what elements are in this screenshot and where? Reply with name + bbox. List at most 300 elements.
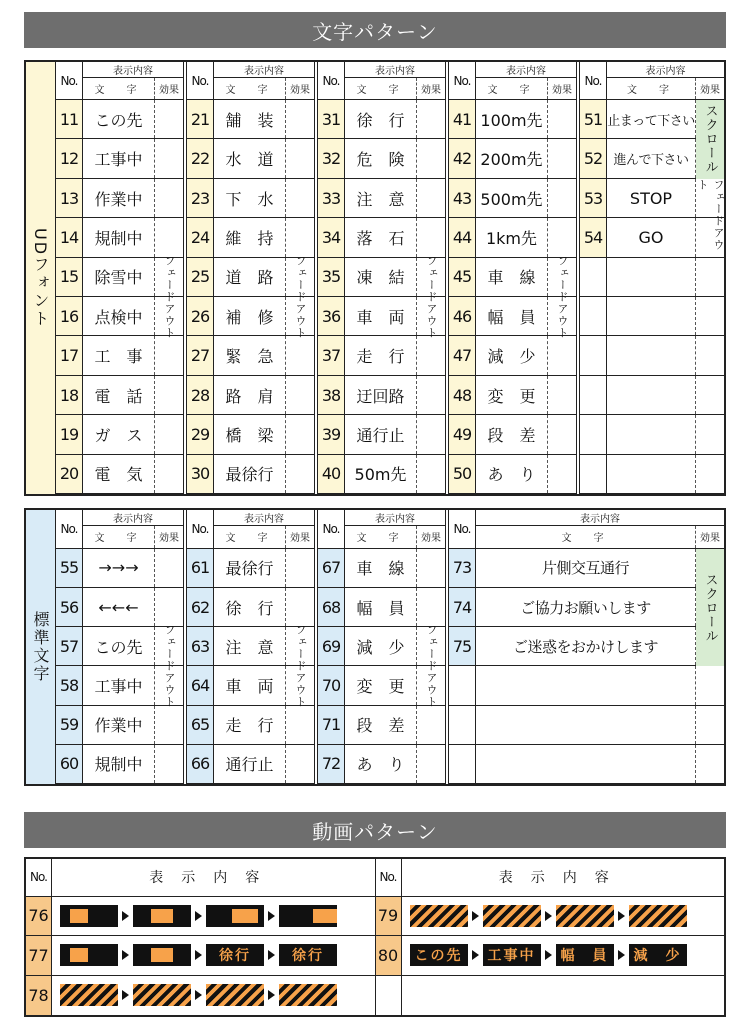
pattern-number: 69 <box>318 627 345 665</box>
pattern-row <box>449 706 724 745</box>
header-right <box>607 62 724 99</box>
header-effect: 効果 <box>421 85 441 97</box>
header-effect: 効果 <box>290 85 310 97</box>
video-frame <box>60 905 118 927</box>
pattern-number: 31 <box>318 100 345 138</box>
pattern-number: 60 <box>56 745 83 783</box>
pattern-text: 100m先 <box>476 100 548 138</box>
video-frames <box>52 897 375 936</box>
pattern-text: 減 少 <box>345 627 417 665</box>
video-frame <box>410 905 468 927</box>
pattern-number: 49 <box>449 415 476 453</box>
pattern-number: 61 <box>187 549 214 587</box>
pattern-group <box>187 62 318 494</box>
arrow-right-icon <box>195 990 202 1000</box>
video-frame: 工事中 <box>483 944 541 966</box>
pattern-text: 徐 行 <box>214 588 286 626</box>
arrow-right-icon <box>122 950 129 960</box>
pattern-text: 減 少 <box>476 336 548 374</box>
pattern-number: 42 <box>449 139 476 177</box>
header-sub <box>214 78 314 99</box>
header-moji: 文 字 <box>214 78 286 99</box>
pattern-text: 点検中 <box>83 297 155 335</box>
pattern-text: 舗 装 <box>214 100 286 138</box>
pattern-number: 22 <box>187 139 214 177</box>
video-frame <box>133 905 191 927</box>
pattern-number: 74 <box>449 588 476 626</box>
video-header-no: No. <box>26 859 52 896</box>
pattern-number: 62 <box>187 588 214 626</box>
pattern-text: 落 石 <box>345 218 417 256</box>
ud-font-side-label: UDフォント <box>26 62 56 494</box>
header-display: 表示内容 <box>214 510 314 526</box>
video-row <box>26 897 375 937</box>
pattern-row <box>580 376 724 415</box>
pattern-number: 16 <box>56 297 83 335</box>
pattern-number: 64 <box>187 666 214 704</box>
arrow-right-icon <box>268 950 275 960</box>
pattern-text: 下 水 <box>214 179 286 217</box>
video-frame <box>279 984 337 1006</box>
header-sub <box>345 78 445 99</box>
column-header <box>187 62 314 100</box>
pattern-rows <box>56 549 183 784</box>
pattern-text: ご迷惑をおかけします <box>476 627 696 665</box>
header-no: No. <box>187 510 214 548</box>
pattern-number: 44 <box>449 218 476 256</box>
header-display: 表示内容 <box>476 62 576 78</box>
pattern-number: 29 <box>187 415 214 453</box>
effect-label: スクロール <box>696 549 724 667</box>
pattern-text: 進んで下さい <box>607 139 696 177</box>
pattern-text: 注 意 <box>214 627 286 665</box>
pattern-text <box>476 666 696 704</box>
video-frame <box>483 905 541 927</box>
pattern-number: 66 <box>187 745 214 783</box>
pattern-text: 変 更 <box>476 376 548 414</box>
effect-cell <box>696 666 724 704</box>
pattern-number: 52 <box>580 139 607 177</box>
video-frame: 徐行 <box>206 944 264 966</box>
pattern-number: 57 <box>56 627 83 665</box>
pattern-text: 規制中 <box>83 745 155 783</box>
header-right <box>345 62 445 99</box>
effect-label: フェードアウト <box>425 255 438 340</box>
header-display: 表示内容 <box>214 62 314 78</box>
arrow-right-icon <box>195 950 202 960</box>
pattern-rows <box>56 100 183 494</box>
column-header <box>318 62 445 100</box>
pattern-rows <box>580 100 724 494</box>
pattern-text: ガ ス <box>83 415 155 453</box>
pattern-number <box>580 297 607 335</box>
video-frames <box>402 897 725 936</box>
video-number: 78 <box>26 976 52 1015</box>
video-row <box>26 936 375 976</box>
text-pattern-title: 文字パターン <box>312 19 438 44</box>
arrow-right-icon <box>618 950 625 960</box>
pattern-number: 32 <box>318 139 345 177</box>
pattern-number: 46 <box>449 297 476 335</box>
header-moji: 文 字 <box>83 78 155 99</box>
video-frame: 幅 員 <box>556 944 614 966</box>
effect-cell <box>696 376 724 414</box>
header-right <box>83 510 183 548</box>
pattern-row <box>449 666 724 705</box>
pattern-number: 59 <box>56 706 83 744</box>
pattern-group <box>187 510 318 784</box>
pattern-number: 48 <box>449 376 476 414</box>
pattern-group <box>449 62 580 494</box>
header-moji: 文 字 <box>214 526 286 548</box>
pattern-text: 迂回路 <box>345 376 417 414</box>
header-effect: 効果 <box>159 85 179 97</box>
pattern-text: ご協力お願いします <box>476 588 696 626</box>
header-sub <box>476 78 576 99</box>
header-right <box>214 62 314 99</box>
header-no: No. <box>318 510 345 548</box>
pattern-number: 17 <box>56 336 83 374</box>
video-number <box>376 976 402 1015</box>
pattern-number <box>449 745 476 783</box>
column-header <box>580 62 724 100</box>
pattern-number: 71 <box>318 706 345 744</box>
video-frame <box>279 905 337 927</box>
header-display: 表示内容 <box>607 62 724 78</box>
pattern-number: 75 <box>449 627 476 665</box>
video-frames <box>52 976 375 1015</box>
arrow-right-icon <box>472 950 479 960</box>
pattern-text: 工 事 <box>83 336 155 374</box>
pattern-text: 危 険 <box>345 139 417 177</box>
pattern-number: 23 <box>187 179 214 217</box>
effect-fade-label: フェードアウト <box>696 178 725 251</box>
video-frame: この先 <box>410 944 468 966</box>
effect-cell <box>696 336 724 374</box>
pattern-text: 車 線 <box>476 258 548 296</box>
header-moji: 文 字 <box>83 526 155 548</box>
pattern-text: 幅 員 <box>345 588 417 626</box>
video-frame <box>133 984 191 1006</box>
arrow-right-icon <box>545 911 552 921</box>
column-header <box>449 62 576 100</box>
pattern-text: 車 両 <box>214 666 286 704</box>
pattern-text <box>607 415 696 453</box>
pattern-number <box>449 706 476 744</box>
header-sub <box>214 526 314 548</box>
pattern-text <box>476 706 696 744</box>
video-header <box>376 859 725 897</box>
header-no: No. <box>449 510 476 548</box>
effect-label: フェードアウト <box>294 624 307 709</box>
pattern-rows <box>187 549 314 784</box>
pattern-text: STOP <box>607 179 696 217</box>
pattern-number <box>580 455 607 493</box>
video-pattern-banner <box>24 812 726 848</box>
header-no: No. <box>318 62 345 99</box>
pattern-number: 41 <box>449 100 476 138</box>
pattern-number: 63 <box>187 627 214 665</box>
pattern-number <box>580 376 607 414</box>
text-pattern-banner <box>24 12 726 48</box>
header-moji: 文 字 <box>345 526 417 548</box>
pattern-number: 19 <box>56 415 83 453</box>
pattern-text: あ り <box>345 745 417 783</box>
video-number: 79 <box>376 897 402 936</box>
video-frame <box>60 984 118 1006</box>
pattern-text: 車 両 <box>345 297 417 335</box>
pattern-text: 段 差 <box>345 706 417 744</box>
header-sub <box>607 78 724 99</box>
pattern-text: 維 持 <box>214 218 286 256</box>
video-frames <box>52 936 375 975</box>
pattern-text: 車 線 <box>345 549 417 587</box>
arrow-right-icon <box>268 911 275 921</box>
pattern-text: 作業中 <box>83 179 155 217</box>
arrow-right-icon <box>122 990 129 1000</box>
pattern-number: 35 <box>318 258 345 296</box>
pattern-number: 30 <box>187 455 214 493</box>
pattern-text: 止まって下さい <box>607 100 696 138</box>
header-moji: 文 字 <box>607 78 696 99</box>
header-effect: 効果 <box>290 533 310 545</box>
pattern-text: 水 道 <box>214 139 286 177</box>
header-effect: 効果 <box>159 533 179 545</box>
video-header-display: 表示内容 <box>149 870 278 887</box>
pattern-text: この先 <box>83 627 155 665</box>
pattern-number: 15 <box>56 258 83 296</box>
effect-cell <box>696 297 724 335</box>
pattern-number: 56 <box>56 588 83 626</box>
header-sub <box>476 526 724 548</box>
video-frame <box>629 905 687 927</box>
pattern-text: 段 差 <box>476 415 548 453</box>
column-header <box>56 62 183 100</box>
video-pattern-title: 動画パターン <box>312 819 438 844</box>
pattern-row <box>580 415 724 454</box>
header-right <box>345 510 445 548</box>
pattern-number <box>449 666 476 704</box>
pattern-number: 33 <box>318 179 345 217</box>
column-header <box>449 510 724 549</box>
ud-font-table <box>24 60 726 496</box>
pattern-row <box>449 588 724 627</box>
pattern-text: 500m先 <box>476 179 548 217</box>
video-frame <box>206 984 264 1006</box>
video-left-column <box>26 859 376 1015</box>
header-right <box>476 510 724 548</box>
effect-cell <box>696 455 724 493</box>
header-effect: 効果 <box>700 533 720 545</box>
header-moji: 文 字 <box>345 78 417 99</box>
pattern-text: 作業中 <box>83 706 155 744</box>
pattern-number: 27 <box>187 336 214 374</box>
header-effect: 効果 <box>421 533 441 545</box>
pattern-text: 50m先 <box>345 455 417 493</box>
pattern-number: 12 <box>56 139 83 177</box>
pattern-text: あ り <box>476 455 548 493</box>
video-frame <box>556 905 614 927</box>
pattern-number: 68 <box>318 588 345 626</box>
header-no: No. <box>449 62 476 99</box>
pattern-group <box>56 510 187 784</box>
pattern-number: 47 <box>449 336 476 374</box>
header-display: 表示内容 <box>83 62 183 78</box>
pattern-text: 通行止 <box>345 415 417 453</box>
effect-cell <box>696 258 724 296</box>
pattern-number: 28 <box>187 376 214 414</box>
effect-label: フェードアウト <box>556 255 569 340</box>
pattern-text: 通行止 <box>214 745 286 783</box>
video-frame: 徐行 <box>279 944 337 966</box>
video-frame <box>133 944 191 966</box>
header-right <box>476 62 576 99</box>
pattern-text: この先 <box>83 100 155 138</box>
video-number: 80 <box>376 936 402 975</box>
pattern-number: 53 <box>580 179 607 217</box>
pattern-text: 200m先 <box>476 139 548 177</box>
pattern-row <box>449 549 724 588</box>
effect-cell <box>696 706 724 744</box>
header-display: 表示内容 <box>83 510 183 526</box>
column-header <box>56 510 183 549</box>
video-number: 76 <box>26 897 52 936</box>
effect-label: フェードアウト <box>425 624 438 709</box>
video-frame: 減 少 <box>629 944 687 966</box>
header-moji: 文 字 <box>476 526 696 548</box>
pattern-group <box>449 510 724 784</box>
effect-label: フェードアウト <box>163 255 176 340</box>
pattern-number: 40 <box>318 455 345 493</box>
pattern-text: 電 気 <box>83 455 155 493</box>
header-sub <box>83 526 183 548</box>
pattern-text: 注 意 <box>345 179 417 217</box>
pattern-text: 走 行 <box>345 336 417 374</box>
pattern-text: 最徐行 <box>214 455 286 493</box>
pattern-text <box>607 297 696 335</box>
pattern-number: 45 <box>449 258 476 296</box>
pattern-text: 変 更 <box>345 666 417 704</box>
column-header <box>187 510 314 549</box>
pattern-number: 36 <box>318 297 345 335</box>
pattern-text: 走 行 <box>214 706 286 744</box>
pattern-number: 37 <box>318 336 345 374</box>
pattern-text <box>607 258 696 296</box>
pattern-number: 13 <box>56 179 83 217</box>
pattern-number: 34 <box>318 218 345 256</box>
pattern-text <box>607 455 696 493</box>
video-frames <box>402 976 725 1015</box>
video-row <box>26 976 375 1015</box>
pattern-text: 工事中 <box>83 139 155 177</box>
video-header-no: No. <box>376 859 402 896</box>
effect-cell <box>696 415 724 453</box>
pattern-number: 43 <box>449 179 476 217</box>
pattern-number: 51 <box>580 100 607 138</box>
pattern-number: 20 <box>56 455 83 493</box>
pattern-text: 片側交互通行 <box>476 549 696 587</box>
pattern-group <box>318 510 449 784</box>
video-number: 77 <box>26 936 52 975</box>
pattern-text <box>607 336 696 374</box>
pattern-text: →→→ <box>83 549 155 587</box>
effect-label: フェードアウト <box>294 255 307 340</box>
header-display: 表示内容 <box>476 510 724 526</box>
pattern-rows <box>187 100 314 494</box>
pattern-number <box>580 415 607 453</box>
header-no: No. <box>187 62 214 99</box>
pattern-row <box>580 297 724 336</box>
arrow-right-icon <box>268 990 275 1000</box>
header-moji: 文 字 <box>476 78 548 99</box>
pattern-number: 18 <box>56 376 83 414</box>
pattern-number <box>580 258 607 296</box>
pattern-text: 1km先 <box>476 218 548 256</box>
pattern-number: 39 <box>318 415 345 453</box>
pattern-group <box>318 62 449 494</box>
pattern-text: 徐 行 <box>345 100 417 138</box>
header-no: No. <box>56 62 83 99</box>
pattern-text: GO <box>607 218 696 256</box>
pattern-number: 55 <box>56 549 83 587</box>
pattern-number: 54 <box>580 218 607 256</box>
effect-label: フェードアウト <box>163 624 176 709</box>
pattern-text: 工事中 <box>83 666 155 704</box>
standard-text-table <box>24 508 726 786</box>
pattern-number: 11 <box>56 100 83 138</box>
pattern-row <box>449 745 724 784</box>
video-row <box>376 976 725 1015</box>
pattern-number: 65 <box>187 706 214 744</box>
pattern-text: 最徐行 <box>214 549 286 587</box>
pattern-number: 14 <box>56 218 83 256</box>
pattern-number <box>580 336 607 374</box>
header-right <box>214 510 314 548</box>
header-effect: 効果 <box>700 85 720 97</box>
arrow-right-icon <box>122 911 129 921</box>
pattern-row <box>449 627 724 666</box>
pattern-text: 電 話 <box>83 376 155 414</box>
pattern-row <box>580 258 724 297</box>
pattern-text <box>476 745 696 783</box>
pattern-text: 除雪中 <box>83 258 155 296</box>
pattern-number: 21 <box>187 100 214 138</box>
column-header <box>318 510 445 549</box>
pattern-group <box>56 62 187 494</box>
pattern-number: 24 <box>187 218 214 256</box>
header-sub <box>83 78 183 99</box>
pattern-text: 道 路 <box>214 258 286 296</box>
pattern-number: 72 <box>318 745 345 783</box>
pattern-number: 73 <box>449 549 476 587</box>
video-row <box>376 897 725 937</box>
video-row <box>376 936 725 976</box>
video-header-display: 表示内容 <box>498 870 627 887</box>
header-display: 表示内容 <box>345 62 445 78</box>
pattern-text: 凍 結 <box>345 258 417 296</box>
pattern-text: ←←← <box>83 588 155 626</box>
video-header <box>26 859 375 897</box>
header-effect: 効果 <box>552 85 572 97</box>
pattern-text: 幅 員 <box>476 297 548 335</box>
pattern-rows <box>318 549 445 784</box>
video-right-column <box>376 859 725 1015</box>
standard-text-side-label: 標準文字 <box>26 510 56 784</box>
arrow-right-icon <box>472 911 479 921</box>
pattern-number: 67 <box>318 549 345 587</box>
pattern-number: 50 <box>449 455 476 493</box>
pattern-text <box>607 376 696 414</box>
